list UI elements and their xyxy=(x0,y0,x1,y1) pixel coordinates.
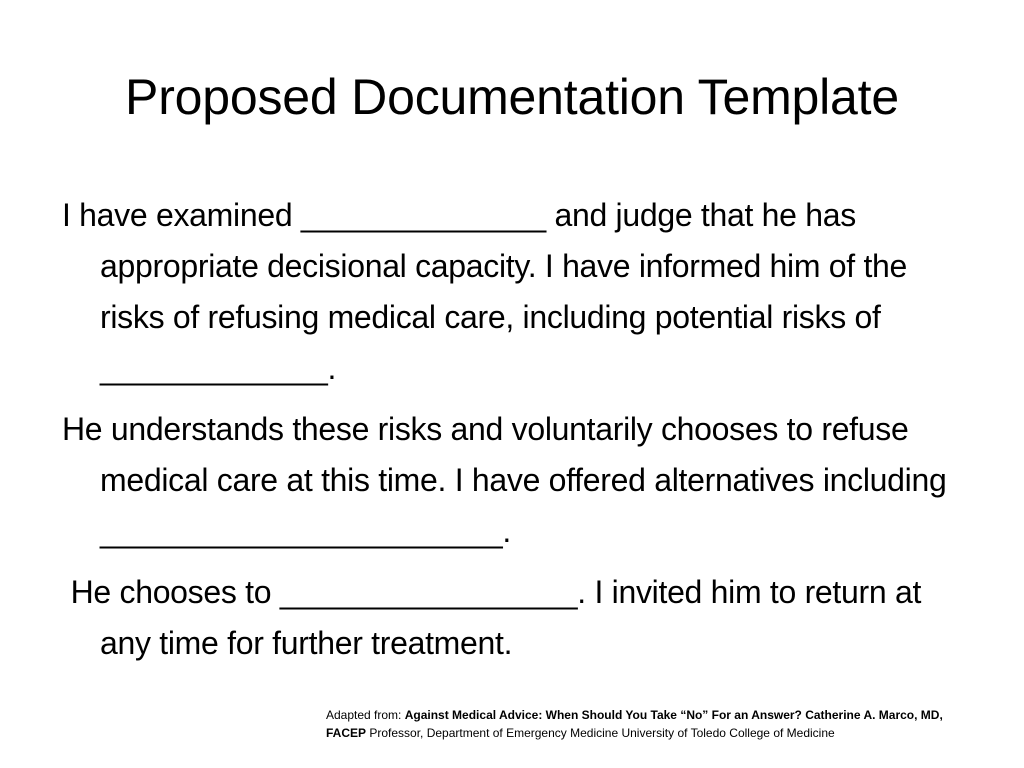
slide-title: Proposed Documentation Template xyxy=(125,69,899,125)
paragraph-choice: He chooses to _________________. I invited him to return at any time for further treatment. xyxy=(62,574,930,661)
citation-suffix: Professor, Department of Emergency Medicine University of Toledo College of Medicine xyxy=(366,726,835,740)
paragraph-understanding: He understands these risks and voluntarily chooses to refuse medical care at this time. I have offered alternatives including _______________________. xyxy=(62,411,947,549)
citation-source: Against Medical Advice: When Should You Take “No” For an Answer? Catherine A. Marco, MD, FACEP xyxy=(326,708,943,740)
citation-prefix: Adapted from: xyxy=(326,708,405,722)
citation xyxy=(326,706,986,742)
slide-body xyxy=(62,190,962,679)
paragraph-examination: I have examined ______________ and judge that he has appropriate decisional capacity. I have informed him of the risks of refusing medical care, including potential risks of _____________. xyxy=(62,197,908,386)
